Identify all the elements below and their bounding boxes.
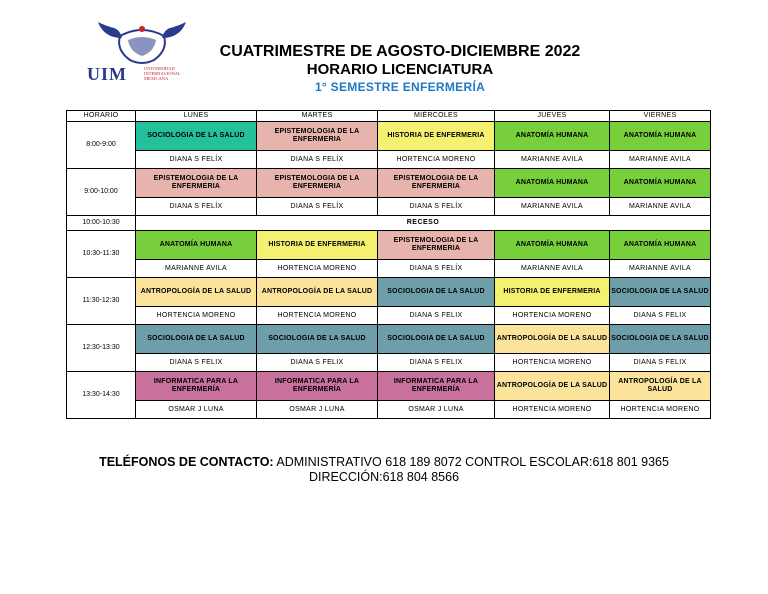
page-title: CUATRIMESTRE DE AGOSTO-DICIEMBRE 2022 — [219, 43, 581, 60]
subject-cell: SOCIOLOGIA DE LA SALUD — [378, 278, 495, 307]
teacher-row — [67, 307, 711, 325]
time-slot: 13:30-14:30 — [67, 372, 136, 419]
subject-cell: ANATOMÍA HUMANA — [495, 169, 610, 198]
subject-cell: ANTROPOLOGÍA DE LA SALUD — [136, 278, 257, 307]
teacher-cell: MARIANNE AVILA — [610, 151, 711, 169]
teacher-cell: OSMAR J LUNA — [378, 401, 495, 419]
subject-cell: EPISTEMOLOGIA DE LA ENFERMERIA — [378, 231, 495, 260]
subject-cell: SOCIOLOGIA DE LA SALUD — [136, 325, 257, 354]
teacher-cell: DIANA S FELÍX — [257, 151, 378, 169]
time-slot: 12:30-13:30 — [67, 325, 136, 372]
teacher-cell: MARIANNE AVILA — [495, 260, 610, 278]
contact-label: TELÉFONOS DE CONTACTO: — [99, 455, 274, 469]
subject-cell: SOCIOLOGIA DE LA SALUD — [257, 325, 378, 354]
header-horario: HORARIO — [67, 111, 136, 122]
logo-line: UNIVERSIDAD — [144, 66, 175, 71]
teacher-cell: DIANA S FELÍX — [136, 151, 257, 169]
teacher-cell: DIANA S FELIX — [378, 307, 495, 325]
subject-cell: EPISTEMOLOGIA DE LA ENFERMERIA — [378, 169, 495, 198]
subject-row — [67, 122, 711, 151]
subject-row — [67, 231, 711, 260]
teacher-cell: MARIANNE AVILA — [495, 198, 610, 216]
subject-cell: ANTROPOLOGÍA DE LA SALUD — [257, 278, 378, 307]
subject-cell: ANATOMÍA HUMANA — [136, 231, 257, 260]
contact-line-1 — [40, 455, 728, 470]
teacher-cell: DIANA S FELIX — [610, 307, 711, 325]
subject-cell: HISTORIA DE ENFERMERIA — [378, 122, 495, 151]
header-miercoles: MIÉRCOLES — [378, 111, 495, 122]
header-jueves: JUEVES — [495, 111, 610, 122]
table-header-row — [67, 111, 711, 122]
teacher-cell: HORTENCIA MORENO — [136, 307, 257, 325]
teacher-cell: OSMAR J LUNA — [257, 401, 378, 419]
subject-cell: SOCIOLOGIA DE LA SALUD — [378, 325, 495, 354]
teacher-cell: HORTENCIA MORENO — [495, 354, 610, 372]
teacher-row — [67, 260, 711, 278]
schedule-table — [66, 110, 711, 419]
teacher-cell: HORTENCIA MORENO — [495, 401, 610, 419]
time-slot: 8:00-9:00 — [67, 122, 136, 169]
header-viernes: VIERNES — [610, 111, 711, 122]
teacher-cell: DIANA S FELIX — [610, 354, 711, 372]
header-lunes: LUNES — [136, 111, 257, 122]
subject-cell: ANTROPOLOGÍA DE LA SALUD — [495, 325, 610, 354]
subject-cell: ANTROPOLOGÍA DE LA SALUD — [495, 372, 610, 401]
teacher-cell: HORTENCIA MORENO — [610, 401, 711, 419]
recess-row — [67, 216, 711, 231]
subject-cell: SOCIOLOGIA DE LA SALUD — [610, 325, 711, 354]
contact-footer — [40, 455, 728, 485]
subject-cell: SOCIOLOGIA DE LA SALUD — [610, 278, 711, 307]
time-slot: 10:00-10:30 — [67, 216, 136, 231]
teacher-cell: MARIANNE AVILA — [610, 260, 711, 278]
subject-cell: HISTORIA DE ENFERMERIA — [495, 278, 610, 307]
teacher-cell: OSMAR J LUNA — [136, 401, 257, 419]
subject-cell: SOCIOLOGIA DE LA SALUD — [136, 122, 257, 151]
teacher-row — [67, 354, 711, 372]
header-titles — [160, 42, 640, 95]
subject-cell: ANATOMÍA HUMANA — [610, 122, 711, 151]
teacher-cell: DIANA S FELIX — [378, 354, 495, 372]
page-subtitle: HORARIO LICENCIATURA — [306, 61, 494, 78]
recess-label: RECESO — [136, 216, 711, 231]
subject-cell: ANTROPOLOGÍA DE LA SALUD — [610, 372, 711, 401]
subject-row — [67, 372, 711, 401]
subject-cell: ANATOMÍA HUMANA — [610, 231, 711, 260]
time-slot: 9:00-10:00 — [67, 169, 136, 216]
time-slot: 10:30-11:30 — [67, 231, 136, 278]
teacher-cell: DIANA S FELÍX — [257, 198, 378, 216]
teacher-cell: HORTENCIA MORENO — [495, 307, 610, 325]
logo-line: MEXICANA — [144, 76, 169, 81]
teacher-cell: HORTENCIA MORENO — [378, 151, 495, 169]
time-slot: 11:30-12:30 — [67, 278, 136, 325]
subject-cell: HISTORIA DE ENFERMERIA — [257, 231, 378, 260]
subject-cell: ANATOMÍA HUMANA — [495, 231, 610, 260]
teacher-cell: DIANA S FELIX — [257, 354, 378, 372]
teacher-row — [67, 401, 711, 419]
teacher-cell: DIANA S FELIX — [136, 354, 257, 372]
teacher-cell: DIANA S FELÍX — [378, 260, 495, 278]
teacher-cell: DIANA S FELÍX — [378, 198, 495, 216]
subject-cell: EPISTEMOLOGIA DE LA ENFERMERIA — [136, 169, 257, 198]
teacher-cell: MARIANNE AVILA — [610, 198, 711, 216]
header-martes: MARTES — [257, 111, 378, 122]
subject-cell: EPISTEMOLOGIA DE LA ENFERMERIA — [257, 169, 378, 198]
teacher-cell: MARIANNE AVILA — [136, 260, 257, 278]
logo-line: INTERNACIONAL — [144, 71, 181, 76]
teacher-row — [67, 198, 711, 216]
subject-row — [67, 325, 711, 354]
subject-cell: ANATOMÍA HUMANA — [495, 122, 610, 151]
subject-row — [67, 169, 711, 198]
teacher-row — [67, 151, 711, 169]
contact-numbers: ADMINISTRATIVO 618 189 8072 CONTROL ESCOLAR:618 801 9365 — [273, 455, 669, 469]
subject-cell: INFORMATICA PARA LA ENFERMERÍA — [257, 372, 378, 401]
contact-line-2: DIRECCIÓN:618 804 8566 — [308, 470, 460, 484]
logo-abbreviation: UIM — [87, 64, 127, 84]
subject-row — [67, 278, 711, 307]
teacher-cell: DIANA S FELÍX — [136, 198, 257, 216]
subject-cell: INFORMATICA PARA LA ENFERMERÍA — [136, 372, 257, 401]
subject-cell: EPISTEMOLOGIA DE LA ENFERMERIA — [257, 122, 378, 151]
subject-cell: INFORMATICA PARA LA ENFERMERÍA — [378, 372, 495, 401]
teacher-cell: MARIANNE AVILA — [495, 151, 610, 169]
teacher-cell: HORTENCIA MORENO — [257, 260, 378, 278]
subject-cell: ANATOMÍA HUMANA — [610, 169, 711, 198]
teacher-cell: HORTENCIA MORENO — [257, 307, 378, 325]
semester-label: 1° SEMESTRE ENFERMERÍA — [314, 80, 486, 94]
